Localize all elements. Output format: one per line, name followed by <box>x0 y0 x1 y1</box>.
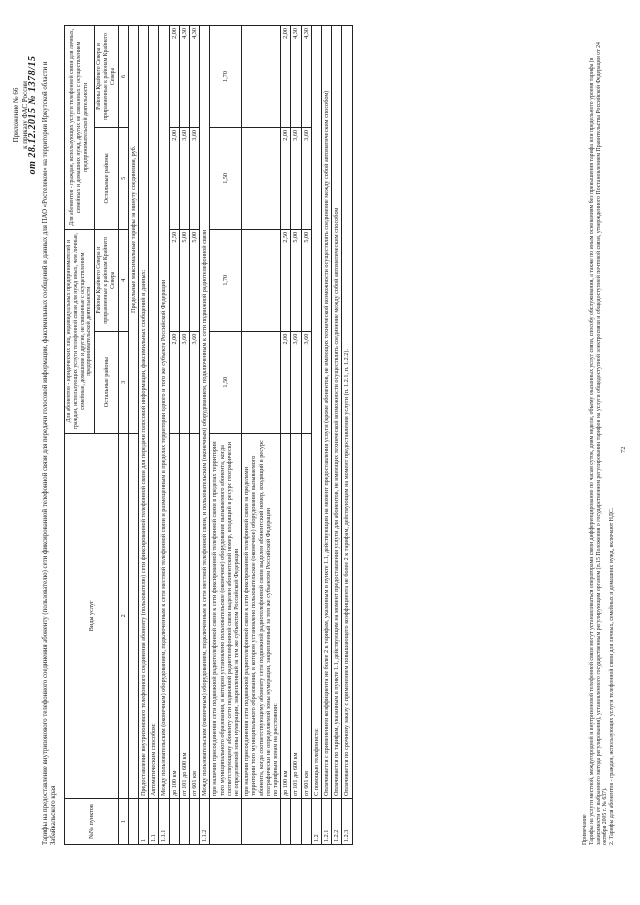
tariff-value: 3,60 <box>301 331 311 433</box>
row-num: 1.2.2 <box>332 799 342 845</box>
row-num: 1.2 <box>311 799 321 845</box>
table-row <box>342 26 352 845</box>
tariff-value: 3,60 <box>301 127 311 229</box>
tariff-value: 4,30 <box>179 26 189 128</box>
table-row <box>291 26 301 845</box>
table-row <box>311 26 321 845</box>
col-number-6: 6 <box>118 26 128 128</box>
annex-number: Приложение № 66 <box>12 87 20 143</box>
notes-section <box>582 25 616 845</box>
row-text: Предоставление внутризонового телефонного соединения абоненту (пользователю) сети фиксированной телефонной связи для передачи голосовой информации, факсимильных сообщений и данных: <box>138 26 148 799</box>
tariff-value: 3,60 <box>190 127 200 229</box>
tariff-value: 3,60 <box>179 331 189 433</box>
tariff-value: 2,00 <box>281 127 291 229</box>
header-services: Виды услуг <box>65 433 119 798</box>
tariff-value: 2,00 <box>169 127 179 229</box>
distance-label: от 601 км <box>301 433 311 798</box>
col-number-1: 1 <box>118 799 128 845</box>
tariff-value: 3,60 <box>190 331 200 433</box>
tariff-value: 3,60 <box>291 127 301 229</box>
distance-label: от 101 до 600 км <box>291 433 301 798</box>
tariff-value: 1,70 <box>210 229 242 331</box>
annex-date-signature: от 28.12.2015 № 1378/15 <box>27 55 38 175</box>
header-group-business: Для абонентов - юридических лиц, индивидуальных предпринимателей и граждан, использующих услуги телефонной связи для нужд иных, чем личные, семейные, домашние и другие, не связанные с осуществлением предпринимательской деятельности <box>65 229 95 433</box>
header-row-groups <box>65 26 95 845</box>
tariff-value: 2,50 <box>169 229 179 331</box>
row-text: при наличии присоединения сети подвижной радиотелефонной связи к сети фиксированной телефонной связи за пределами территории того муниципального образования, в котором установлено пользовательское (оконечное) оборудование вызываемого абонента, когда соответствующему абоненту сети подвижной радиотелефонной связи выделен абонентский номер, входящий в ресурс географически не определяемой зоны нумерации, закрепленный за тем же субъектом Российской Федерации <box>243 440 272 797</box>
tariff-value: 4,30 <box>291 26 301 128</box>
row-num: 1.1.1 <box>159 799 169 845</box>
tariff-value: 5,00 <box>190 229 200 331</box>
row-text: Оплачивается по тарифам, указанным в пункте 1.1, действующим на момент предоставления услуги для абонентов, не имеющих технической возможности осуществлять соединение между собой автоматическим способом <box>332 26 342 799</box>
table-row <box>242 26 281 845</box>
tariff-band-label: Предельные максимальные тарифы за минуту соединения, руб. <box>128 26 138 434</box>
tariff-value: 5,00 <box>291 229 301 331</box>
document-title: Тарифы на предоставление внутризонового телефонного соединения абоненту (пользователю) сети фиксированной телефонной связи для передачи голосовой информации, факсимильных сообщений и данных для ПАО «Ростелеком» на территории Иркутской области и Забайкальского края <box>42 61 57 845</box>
table-row <box>169 26 179 845</box>
header-north-b: Районы Крайнего Севера и приравненные к районам Крайнего Севера <box>95 26 118 128</box>
annex-order: к приказу ФАС России <box>20 81 29 149</box>
tariff-value: 5,00 <box>301 229 311 331</box>
tariff-value: 1,70 <box>210 26 242 128</box>
note-1: Тарифы на услуги местной, междугородной и внутризоновой телефонной связи могут устанавливаться операторами связи дифференцированно по часам суток, дням недели, объему оказанных услуг связи, способу обслуживания, а также по иным основаниям без превышения тарифа или предельного уровня тарифа (в зависимости от выбранного метода регулирования), установленного государственным регулирующим органом (п.15 Положения о государственном регулировании тарифов на услуги общедоступной электросвязи и общедоступной почтовой связи, утвержденного Постановлением Правительства Российской Федерации от 24 октября 2005 г. № 637). <box>588 42 609 845</box>
tariff-value: 2,00 <box>281 331 291 433</box>
tariff-value: 3,60 <box>179 127 189 229</box>
band-row <box>128 26 138 845</box>
row-text: Оплачивается с применением коэффициента не более 2 к тарифам, указанным в пункте 1.1, действующим на момент предоставления услуги (кроме абонентов, не имеющих технической возможности осуществлять соединение между собой автоматическим способом) <box>322 26 332 799</box>
tariff-value: 3,60 <box>291 331 301 433</box>
row-num: 1 <box>138 799 148 845</box>
tariff-value: 1,50 <box>210 127 242 229</box>
table-row <box>200 26 210 845</box>
table-row <box>190 26 200 845</box>
table-row <box>332 26 342 845</box>
tariff-value: 2,00 <box>281 26 291 128</box>
tariff-value: 5,00 <box>179 229 189 331</box>
row-num: 1.2.3 <box>342 799 352 845</box>
header-other-a: Остальные районы <box>95 331 118 433</box>
row-subnote: по тарифным зонам на расстоянии: <box>272 703 280 797</box>
distance-label: до 100 км <box>281 433 291 798</box>
table-row <box>179 26 189 845</box>
table-row <box>322 26 332 845</box>
tariff-value: 2,50 <box>281 229 291 331</box>
page-number: 72 <box>620 446 627 453</box>
note-2: 2. Тарифы для абонентов - граждан, использующих услуги телефонной связи для личных, семейных и домашних нужд, включают НДС. <box>609 507 616 845</box>
tariff-value: 2,00 <box>169 26 179 128</box>
table-row <box>210 26 242 845</box>
tariff-value: 1,50 <box>210 331 242 433</box>
col-number-3: 3 <box>118 331 128 433</box>
table-row <box>281 26 291 845</box>
tariff-value: 4,30 <box>301 26 311 128</box>
col-number-2: 2 <box>118 433 128 798</box>
row-text: при наличии присоединения сети подвижной радиотелефонной связи к сети фиксированной телефонной связи в пределах территории того муниципального образования, в котором установлено пользовательское (оконечное) оборудование вызываемого абонента, когда соответствующему абоненту сети подвижной радиотелефонной связи выделен абонентский номер, входящий в ресурс географически не определяемой зоны нумерации, закрепленный за тем же субъектом Российской Федерации <box>210 433 242 798</box>
distance-label: от 101 до 600 км <box>179 433 189 798</box>
row-num: 1.2.1 <box>322 799 332 845</box>
distance-label: от 601 км <box>190 433 200 798</box>
annex-stamp <box>12 35 38 195</box>
header-row-numbers <box>118 26 128 845</box>
row-num: 1.1 <box>149 799 159 845</box>
notes-heading: Примечание <box>582 814 588 845</box>
tariff-value: 4,30 <box>190 26 200 128</box>
table-row <box>138 26 148 845</box>
col-number-4: 4 <box>118 229 128 331</box>
row-text: Автоматическим способом: <box>149 26 159 799</box>
row-num: 1.1.2 <box>200 799 210 845</box>
table-row <box>301 26 311 845</box>
header-other-b: Остальные районы <box>95 127 118 229</box>
tariff-table <box>64 25 353 845</box>
header-group-citizens: Для абонентов - граждан, использующих услуги телефонной связи для личных, семейных и домашних нужд, других не связанных с осуществлением предпринимательской деятельности <box>65 26 95 230</box>
row-text: Между пользовательским (оконечным) оборудованием, подключенным к сети местной телефонной связи, и пользовательским (оконечным) оборудованием, подключенным к сети подвижной радиотелефонной связи <box>200 26 210 799</box>
row-text: Между пользовательским (оконечным) оборудованием, подключенным к сети местной телефонной связи и размещенным в пределах территории одного и того же субъекта Российской Федерации <box>159 26 169 799</box>
tariff-value: 2,00 <box>169 331 179 433</box>
row-text: С помощью телефониста: <box>311 26 321 799</box>
row-text: Оплачивается по срочному заказу с применением повышающего коэффициента не более 2 к тарифам, действующим на момент предоставления услуги (п. 1.2.1, п. 1.2.2). <box>342 26 352 799</box>
header-north-a: Районы Крайнего Севера и приравненные к районам Крайнего Севера <box>95 229 118 331</box>
col-number-5: 5 <box>118 127 128 229</box>
distance-label: до 100 км <box>169 433 179 798</box>
header-num: №№ пунктов <box>65 799 119 845</box>
table-row <box>149 26 159 845</box>
table-row <box>159 26 169 845</box>
